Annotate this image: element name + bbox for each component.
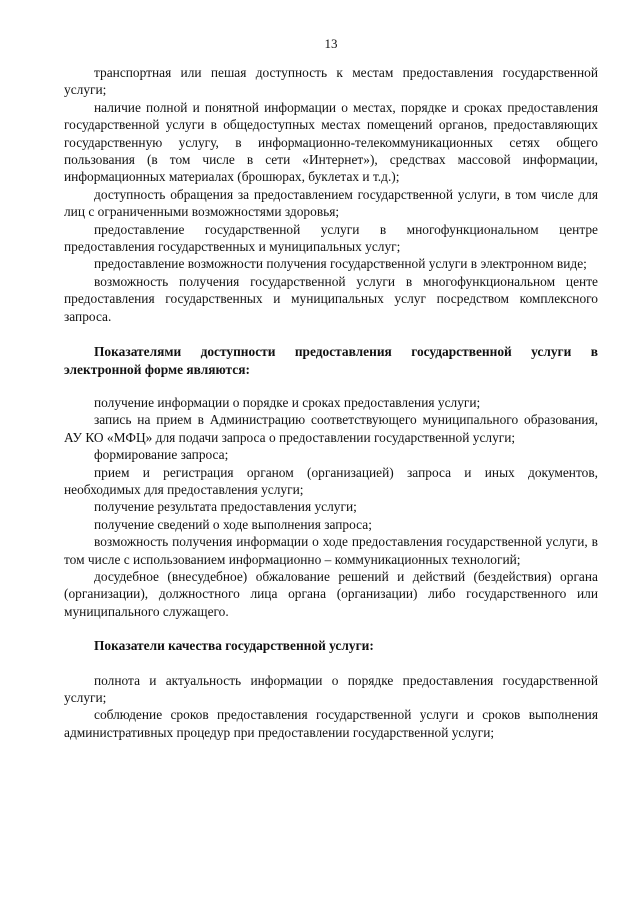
paragraph: предоставление возможности получения государственной услуги в электронном виде; bbox=[94, 256, 587, 272]
paragraph: доступность обращения за предоставлением государственной услуги, в том числе для лиц с ограниченными возможностями здоровья; bbox=[64, 186, 598, 220]
section-heading: Показатели качества государственной услуги: bbox=[94, 638, 374, 654]
paragraph: формирование запроса; bbox=[94, 447, 229, 463]
paragraph: прием и регистрация органом (организацией) запроса и иных документов, необходимых для предоставления услуги; bbox=[64, 464, 598, 497]
paragraph: полнота и актуальность информации о порядке предоставления государственной услуги; bbox=[64, 672, 598, 705]
section-heading: Показателями доступности предоставления государственной услуги в электронной форме являются: bbox=[64, 344, 598, 377]
paragraph: запись на прием в Администрацию соответствующего муниципального образования, АУ КО «МФЦ» для подачи запроса о предоставлении государственной услуги; bbox=[64, 412, 598, 445]
paragraph: получение сведений о ходе выполнения запроса; bbox=[94, 516, 372, 532]
paragraph: транспортная или пешая доступность к местам предоставления государственной услуги; bbox=[64, 65, 598, 98]
page-number: 13 bbox=[324, 36, 338, 51]
paragraph: наличие полной и понятной информации о местах, порядке и сроках предоставления государственной услуги в общедоступных местах помещений органов, предоставляющих государственную услугу, в информационно-телекоммуникационных сетях общего пользования (в том числе в сети «Интернет»), средствах массовой информации, информационных материалах (брошюрах, буклетах и т.д.); bbox=[64, 99, 598, 185]
paragraph: получение информации о порядке и сроках предоставления услуги; bbox=[94, 394, 481, 410]
paragraph: получение результата предоставления услуги; bbox=[94, 499, 357, 515]
paragraph: возможность получения информации о ходе предоставления государственной услуги, в том числе с использованием информационно – коммуникационных технологий; bbox=[64, 534, 598, 567]
paragraph: досудебное (внесудебное) обжалование решений и действий (бездействия) органа (организации), должностного лица органа (организации) либо государственного или муниципального служащего. bbox=[64, 568, 598, 619]
paragraph: соблюдение сроков предоставления государственной услуги и сроков выполнения административных процедур при предоставлении государственной услуги; bbox=[64, 707, 598, 740]
paragraph: предоставление государственной услуги в многофункциональном центре предоставления государственных и муниципальных услуг; bbox=[64, 221, 598, 255]
paragraph: возможность получения государственной услуги в многофункциональном центе предоставления государственных и муниципальных услуг посредством комплексного запроса. bbox=[64, 273, 598, 324]
